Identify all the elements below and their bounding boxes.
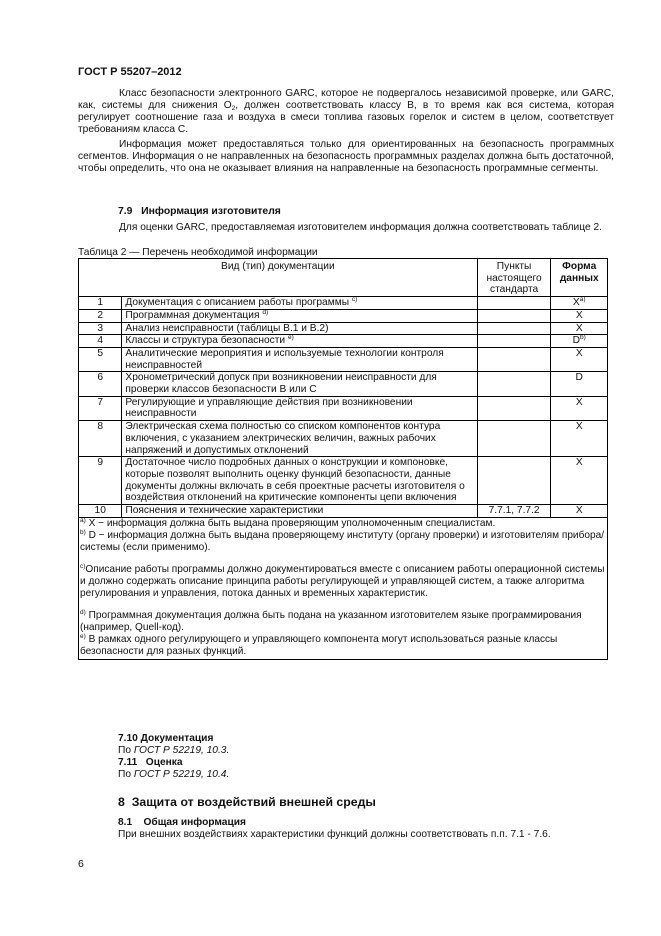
- row-points: [477, 297, 551, 310]
- table-row: [79, 309, 608, 322]
- table-row: [79, 372, 608, 396]
- row-number: 2: [79, 309, 122, 322]
- row-description: Программная документация $^{d)}$: [122, 309, 477, 322]
- row-description: Электрическая схема полностью со списком компонентов контура включения, с указанием электрических величин, важных рабочих напряжений и допустимых отклонений: [122, 421, 477, 457]
- row-form: X: [551, 309, 608, 322]
- table-row: [79, 335, 608, 348]
- header-points: Пункты настоящего стандарта: [477, 259, 551, 297]
- row-number: 3: [79, 322, 122, 335]
- intro-paragraph-2: Информация может предоставляться только для ориентированных на безопасность программных сегментов. Информация о не направленных на безопасность программных разделах должна быть достаточной, чтобы определить, что она не оказывает влияния на направленные на безопасность программные сегменты.: [78, 139, 614, 175]
- row-number: 7: [79, 396, 122, 420]
- row-form: X: [551, 396, 608, 420]
- row-description: Хронометрический допуск при возникновении неисправности для проверки классов безопасности В или С: [122, 372, 477, 396]
- section-8-1-text: При внешних воздействиях характеристики функций должны соответствовать п.п. 7.1 - 7.6.: [118, 829, 551, 840]
- row-points: [477, 322, 551, 335]
- section-7-10: [118, 733, 229, 757]
- section-7-10-heading: 7.10 Документация: [118, 733, 214, 744]
- row-number: 9: [79, 457, 122, 505]
- document-header: ГОСТ Р 55207–2012: [78, 66, 182, 78]
- section-7-9-text: Для оценки GARC, предоставляемая изготовителем информация должна соответствовать таблице 2.: [119, 222, 602, 233]
- table-notes: [79, 517, 608, 659]
- requirements-table: [78, 258, 608, 660]
- row-points: 7.7.1, 7.7.2: [477, 505, 551, 518]
- section-7-11-ref: По ГОСТ Р 52219, 10.4.: [118, 769, 230, 780]
- row-description: Классы и структура безопасности $^{e)}$: [122, 335, 477, 348]
- row-form: X: [551, 322, 608, 335]
- header-form: Форма данных: [551, 259, 608, 297]
- row-form: $X^{a)}$: [551, 297, 608, 310]
- row-number: 1: [79, 297, 122, 310]
- table-caption: Таблица 2 — Перечень необходимой информации: [78, 247, 318, 258]
- row-points: [477, 335, 551, 348]
- page-number: 6: [78, 858, 84, 870]
- row-number: 10: [79, 505, 122, 518]
- row-description: Анализ неисправности (таблицы В.1 и В.2): [122, 322, 477, 335]
- header-kind: Вид (тип) документации: [79, 259, 478, 297]
- note-a: $^{a)}$ X − информация должна быть выдана проверяющим уполномоченным специалистам.: [80, 516, 496, 529]
- section-7-11: [118, 757, 229, 781]
- row-description: Документация с описанием работы программы $^{c)}$: [122, 297, 477, 310]
- row-description: Достаточное число подробных данных о конструкции и компоновке, которые позволят выполнить оценку функций безопасности, данные документы должны включать в себя проектные расчеты изготовителя о воздействия отклонений на критические компоненты цепи включения: [122, 457, 477, 505]
- table-row: [79, 421, 608, 457]
- table-row: [79, 347, 608, 371]
- section-7-10-ref: По ГОСТ Р 52219, 10.3.: [118, 745, 230, 756]
- section-8-1: [118, 817, 551, 841]
- note-b: $^{b)}$ D − информация должна быть выдана проверяющему институту (органу проверки) и изготовителям прибора/системы (если применимо).: [80, 529, 605, 554]
- table-row: [79, 505, 608, 518]
- row-form: X: [551, 421, 608, 457]
- row-description: Пояснения и технические характеристики: [122, 505, 477, 518]
- note-c: $^{c)}$Описание работы программы должно документироваться вместе с описанием работы операционной системы и должно содержать описание принципа работы регулирующей и управляющей систем, а также алгоритма регулирования и управления, потока данных и временных характеристик.: [80, 562, 605, 600]
- table-row: [79, 396, 608, 420]
- note-e: $^{e)}$ В рамках одного регулирующего и управляющего компонента могут использоваться разные классы безопасности для разных функций.: [80, 633, 558, 658]
- row-number: 8: [79, 421, 122, 457]
- row-points: [477, 457, 551, 505]
- row-form: $D^{b)}$: [551, 335, 608, 348]
- table-row: [79, 457, 608, 505]
- row-form: X: [551, 347, 608, 371]
- row-form: X: [551, 505, 608, 518]
- table-row: [79, 322, 608, 335]
- row-form: X: [551, 457, 608, 505]
- row-points: [477, 372, 551, 396]
- note-d: $^{d)}$ Программная документация должна быть подана на указанном изготовителем языке программирования (например, Quell-код).: [80, 608, 582, 633]
- section-8-heading: 8 Защита от воздействий внешней среды: [118, 795, 376, 809]
- section-7-9-heading: 7.9 Информация изготовителя: [118, 206, 281, 217]
- section-7-11-heading: 7.11 Оценка: [118, 757, 183, 768]
- row-points: [477, 309, 551, 322]
- section-8-1-heading: 8.1 Общая информация: [118, 817, 246, 828]
- row-points: [477, 347, 551, 371]
- row-description: Регулирующие и управляющие действия при возникновении неисправности: [122, 396, 477, 420]
- row-number: 4: [79, 335, 122, 348]
- intro-paragraph-1: Класс безопасности электронного GARC, которое не подвергалось независимой проверке, или GARC, как, системы для снижения $O_2$, должен соответствовать классу В, в то время как вся система, которая регулирует соотношение газа и воздуха в смеси топлива газовых горелок и систем в целом, соответствует требованиям класса С.: [78, 88, 614, 136]
- row-form: D: [551, 372, 608, 396]
- row-number: 6: [79, 372, 122, 396]
- row-points: [477, 421, 551, 457]
- table-row: [79, 297, 608, 310]
- row-points: [477, 396, 551, 420]
- row-description: Аналитические мероприятия и используемые технологии контроля неисправностей: [122, 347, 477, 371]
- row-number: 5: [79, 347, 122, 371]
